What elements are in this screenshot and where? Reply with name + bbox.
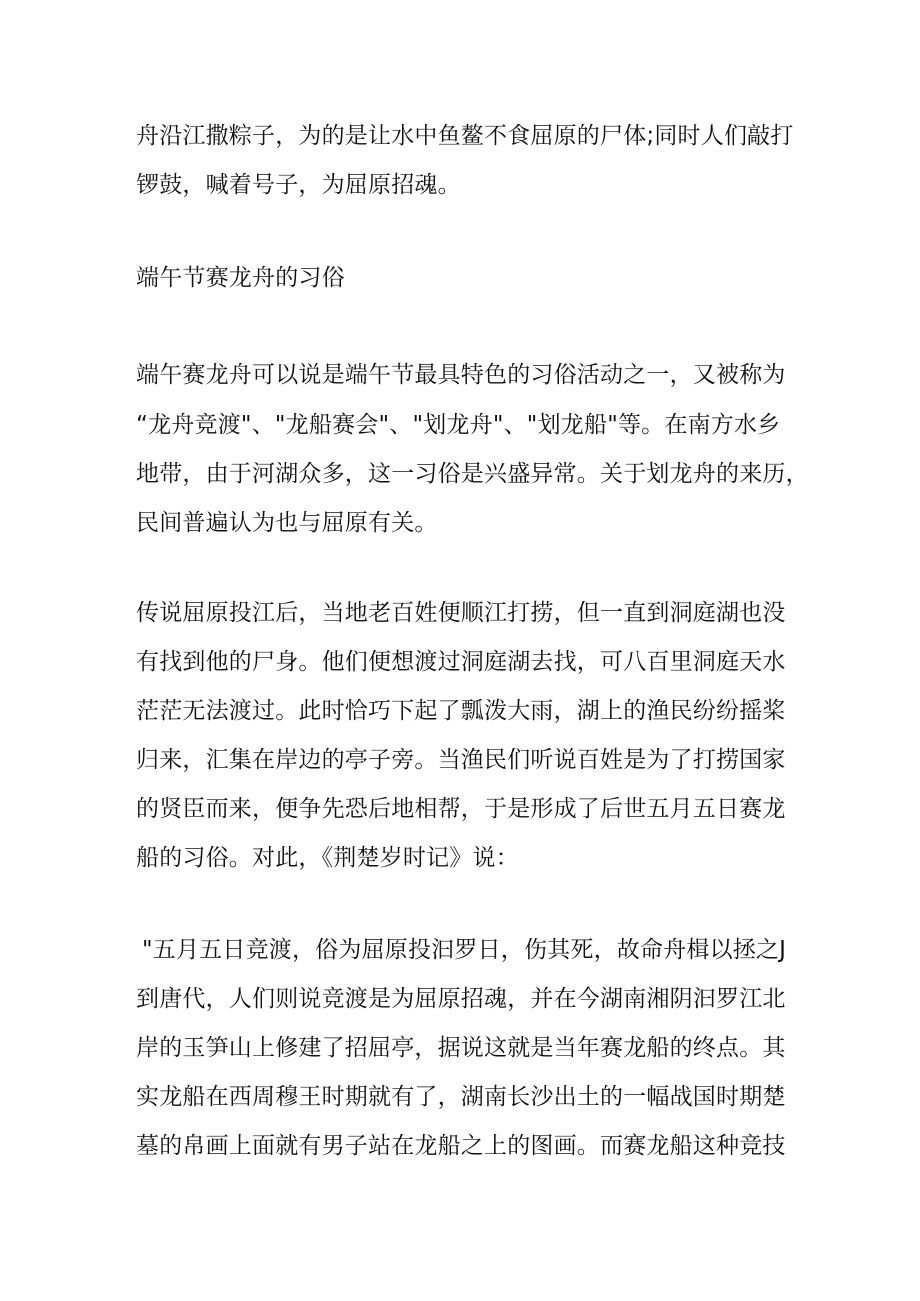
body-text-line: 地带，由于河湖众多，这一习俗是兴盛异常。关于划龙舟的来历， [136,461,809,487]
body-text-line: 到唐代，人们则说竞渡是为屈原招魂，并在今湖南湘阴汩罗江北 [136,986,786,1012]
section-heading: 端午节赛龙舟的习俗 [136,265,345,291]
body-text-line: 岸的玉笋山上修建了招屈亭，据说这就是当年赛龙船的终点。其 [136,1035,786,1061]
body-text-line: 端午赛龙舟可以说是端午节最具特色的习俗活动之一，又被称为 [136,362,786,388]
body-text-line: 舟沿江撒粽子，为的是让水中鱼鳌不食屈原的尸体;同时人们敲打 [136,123,794,149]
body-text-line: 传说屈原投江后，当地老百姓便顺江打捞，但一直到洞庭湖也没 [136,600,786,626]
body-text-line: 民间普遍认为也与屈原有关。 [136,510,438,536]
body-text-line: 归来，汇集在岸边的亭子旁。当渔民们听说百姓是为了打捞国家 [136,747,786,773]
body-text-line: 船的习俗。对此，《荆楚岁时记》说： [136,845,519,871]
body-text-line: "五月五日竞渡，俗为屈原投汩罗日，伤其死，故命舟楫以拯之J [142,937,787,963]
body-text-line: 茫茫无法渡过。此时恰巧下起了瓢泼大雨，湖上的渔民纷纷摇桨 [136,698,786,724]
body-text-line: 有找到他的尸身。他们便想渡过洞庭湖去找，可八百里洞庭天水 [136,649,786,675]
body-text-line: 的贤臣而来，便争先恐后地相帮，于是形成了后世五月五日赛龙 [136,796,786,822]
body-text-line: 墓的帛画上面就有男子站在龙船之上的图画。而赛龙船这种竞技 [136,1133,786,1159]
body-text-line: “龙舟竞渡"、"龙船赛会"、"划龙舟"、"划龙船"等。在南方水乡 [136,412,781,438]
body-text-line: 锣鼓，喊着号子，为屈原招魂。 [136,172,461,198]
body-text-line: 实龙船在西周穆王时期就有了，湖南长沙出土的一幅战国时期楚 [136,1084,786,1110]
